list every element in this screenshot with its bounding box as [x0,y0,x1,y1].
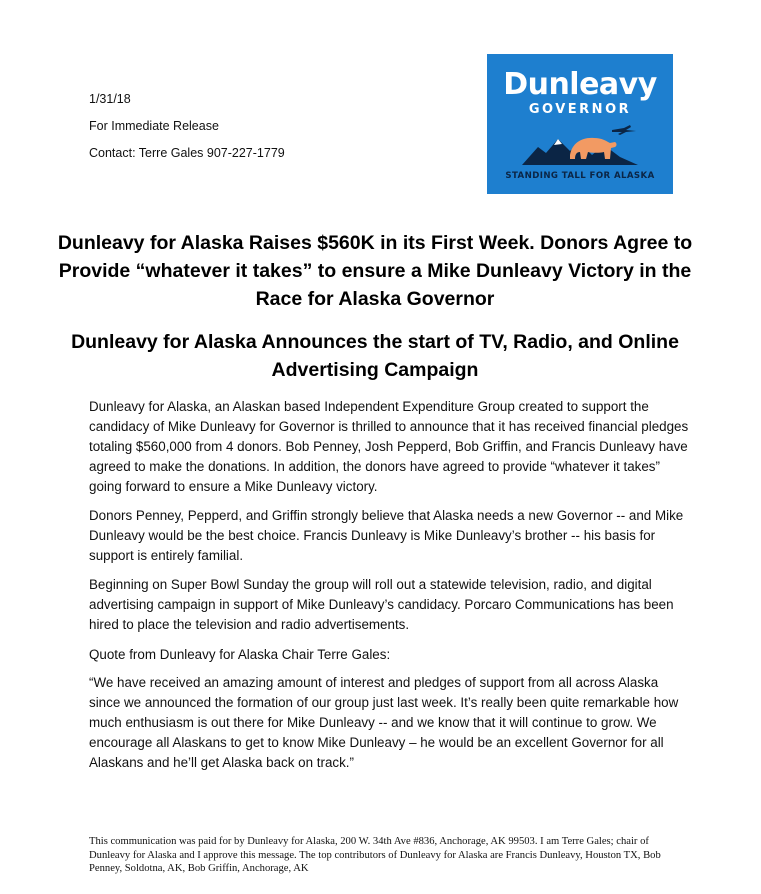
campaign-logo [487,54,673,194]
paragraph-text: “We have received an amazing amount of interest and pledges of support from all across Alaska since we announced the formation of our group just last week. It’s really been quite remarkable how much enthusiasm is out there for Mike Dunleavy -- and we know that it will continue to grow. We encourage all Alaskans to get to know Mike Dunleavy – he would be an excellent Governor for all Alaskans and he’ll get Alaska back on track.” [89,675,679,771]
release-meta [89,86,285,167]
quote-intro [89,645,689,665]
paragraph-text: Donors Penney, Pepperd, and Griffin strongly believe that Alaska needs a new Governor -- and Mike Dunleavy would be the best choice. Francis Dunleavy is Mike Dunleavy’s brother -- his basis for support is entirely familial. [89,508,684,564]
sub-headline: Dunleavy for Alaska Announces the start of TV, Radio, and Online Advertising Campaign [71,331,679,381]
main-headline: Dunleavy for Alaska Raises $560K in its First Week. Donors Agree to Provide “whatever it takes” to ensure a Mike Dunleavy Victory in the Race for Alaska Governor [57,232,693,310]
paragraph-text: Quote from Dunleavy for Alaska Chair Terre Gales: [89,647,391,662]
body-paragraph [89,506,689,566]
logo-tagline: STANDING TALL FOR ALASKA [505,171,655,181]
paragraph-text: Beginning on Super Bowl Sunday the group will roll out a statewide television, radio, and digital advertising campaign in support of Mike Dunleavy’s candidacy. Porcaro Communications has been hired to place the television and radio advertisements. [89,577,674,633]
release-contact: Contact: Terre Gales 907-227-1779 [89,146,285,160]
logo-name: Dunleavy [503,67,657,102]
paragraph-text: Dunleavy for Alaska, an Alaskan based Independent Expenditure Group created to support the candidacy of Mike Dunleavy for Governor is thrilled to announce that it has received financial pledges totaling $560,000 from 4 donors. Bob Penney, Josh Pepperd, Bob Griffin, and Francis Dunleavy have agreed to make the donations. In addition, the donors have agreed to provide “whatever it takes” going forward to ensure a Mike Dunleavy victory. [89,399,689,495]
logo-office: GOVERNOR [528,102,632,117]
paid-for-disclaimer: This communication was paid for by Dunleavy for Alaska, 200 W. 34th Ave #836, Anchorage, AK 99503. I am Terre Gales; chair of Dunleavy for Alaska and I approve this message. The top contributors of Dunleavy for Alaska are Francis Dunleavy, Houston TX, Bob Penney, Soldotna, AK, Bob Griffin, Anchorage, AK [89,836,661,875]
quote-paragraph [89,673,689,773]
body-paragraph [89,575,689,635]
release-type: For Immediate Release [89,119,219,133]
bear-mountains-icon [520,121,640,167]
release-date: 1/31/18 [89,92,131,106]
body-paragraph [89,397,689,497]
